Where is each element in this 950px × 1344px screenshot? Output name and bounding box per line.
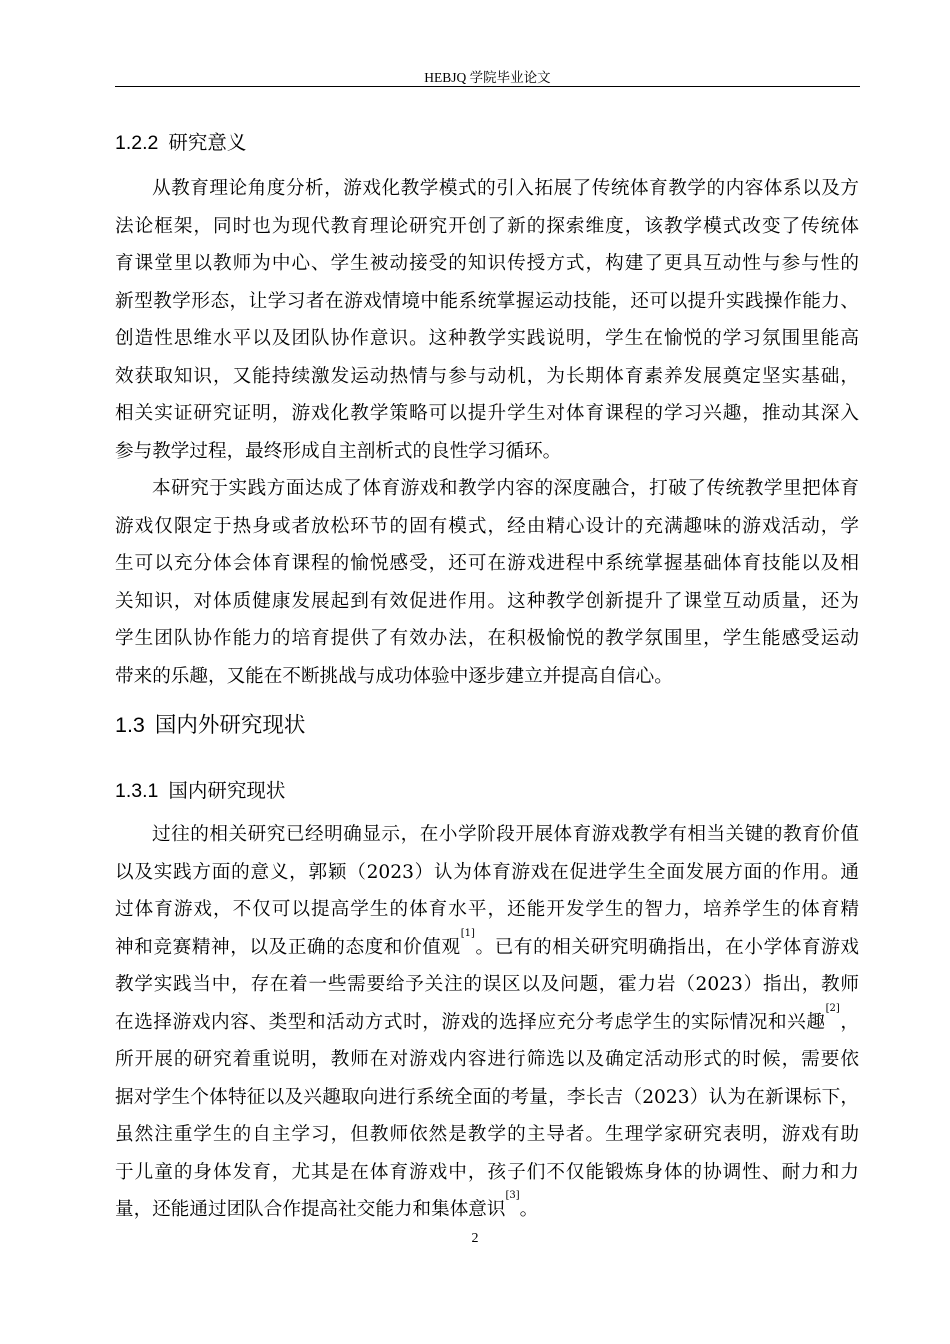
paragraph-line bbox=[115, 1002, 859, 1035]
line-text: 神和竞赛精神，以及正确的态度和价值观 bbox=[115, 936, 461, 958]
paragraph-line: 游戏仅限定于热身或者放松环节的固有模式，经由精心设计的充满趣味的游戏活动，学 bbox=[115, 515, 859, 537]
paragraph-line: 过体育游戏，不仅可以提高学生的体育水平，还能开发学生的智力，培养学生的体育精 bbox=[115, 899, 859, 920]
section-title: 研究意义 bbox=[168, 131, 247, 154]
paragraph-line: 学生团队协作能力的培育提供了有效办法，在积极愉悦的教学氛围里，学生能感受运动 bbox=[115, 628, 859, 649]
page-number: 2 bbox=[471, 1231, 479, 1246]
paragraph-line: 虽然注重学生的自主学习，但教师依然是教学的主导者。生理学家研究表明，游戏有助 bbox=[115, 1124, 859, 1145]
paragraph-line: 据对学生个体特征以及兴趣取向进行系统全面的考量，李长吉（2023）认为在新课标下， bbox=[115, 1086, 859, 1108]
section-title: 国内研究现状 bbox=[168, 779, 286, 802]
paragraph-line: 相关实证研究证明，游戏化教学策略可以提升学生对体育课程的学习兴趣，推动其深入 bbox=[115, 403, 859, 424]
section-title: 国内外研究现状 bbox=[154, 713, 306, 738]
paragraph-line: 本研究于实践方面达成了体育游戏和教学内容的深度融合，打破了传统教学里把体育 bbox=[152, 478, 859, 499]
paragraph-line bbox=[115, 927, 859, 960]
paragraph-line: 育课堂里以教师为中心、学生被动接受的知识传授方式，构建了更具互动性与参与性的 bbox=[115, 253, 859, 274]
section-number: 1.3.1 bbox=[115, 780, 159, 802]
paragraph-line: 法论框架，同时也为现代教育理论研究开创了新的探索维度，该教学模式改变了传统体 bbox=[115, 215, 859, 237]
line-text: 。 bbox=[519, 1199, 539, 1220]
paragraph-line: 以及实践方面的意义，郭颖（2023）认为体育游戏在促进学生全面发展方面的作用。通 bbox=[115, 861, 859, 883]
paragraph-line: 从教育理论角度分析，游戏化教学模式的引入拓展了传统体育教学的内容体系以及方 bbox=[152, 178, 859, 199]
line-text: ， bbox=[839, 1011, 859, 1033]
page-header: HEBJQ 学院毕业论文 bbox=[424, 70, 551, 85]
paragraph-line: 效获取知识，又能持续激发运动热情与参与动机，为长期体育素养发展奠定坚实基础， bbox=[115, 365, 859, 387]
header-rule bbox=[115, 86, 860, 87]
paragraph-line: 生可以充分体会体育课程的愉悦感受，还可在游戏进程中系统掌握基础体育技能以及相 bbox=[115, 553, 859, 574]
line-text: 在选择游戏内容、类型和活动方式时，游戏的选择应充分考虑学生的实际情况和兴趣 bbox=[115, 1011, 826, 1033]
paragraph-line: 关知识，对体质健康发展起到有效促进作用。这种教学创新提升了课堂互动质量，还为 bbox=[115, 590, 859, 612]
paragraph-line: 于儿童的身体发育，尤其是在体育游戏中，孩子们不仅能锻炼身体的协调性、耐力和力 bbox=[115, 1161, 859, 1183]
paragraph-line: 参与教学过程，最终形成自主剖析式的良性学习循环。 bbox=[115, 440, 562, 462]
citation-ref[interactable]: [1] bbox=[460, 927, 475, 939]
paragraph-line bbox=[115, 1190, 859, 1222]
paragraph-line: 所开展的研究着重说明，教师在对游戏内容进行筛选以及确定活动形式的时候，需要依 bbox=[115, 1049, 859, 1070]
citation-ref[interactable]: [2] bbox=[825, 1002, 840, 1014]
section-number: 1.3 bbox=[115, 713, 145, 737]
section-number: 1.2.2 bbox=[115, 132, 159, 154]
section-heading-1-3 bbox=[115, 708, 305, 739]
section-heading-1-3-1 bbox=[115, 775, 285, 803]
paragraph-line: 过往的相关研究已经明确显示，在小学阶段开展体育游戏教学有相当关键的教育价值 bbox=[152, 824, 859, 845]
citation-ref[interactable]: [3] bbox=[505, 1190, 520, 1201]
line-text: 量，还能通过团队合作提高社交能力和集体意识 bbox=[115, 1199, 506, 1220]
paragraph-line: 带来的乐趣，又能在不断挑战与成功体验中逐步建立并提高自信心。 bbox=[115, 665, 673, 687]
paragraph-line: 新型教学形态，让学习者在游戏情境中能系统掌握运动技能，还可以提升实践操作能力、 bbox=[115, 290, 859, 312]
paragraph-line: 教学实践当中，存在着一些需要给予关注的误区以及问题，霍力岩（2023）指出，教师 bbox=[115, 974, 859, 995]
section-heading-1-2-2 bbox=[115, 127, 246, 155]
line-text: 。已有的相关研究明确指出，在小学体育游戏 bbox=[474, 936, 859, 958]
paragraph-line: 创造性思维水平以及团队协作意识。这种教学实践说明，学生在愉悦的学习氛围里能高 bbox=[115, 328, 859, 349]
